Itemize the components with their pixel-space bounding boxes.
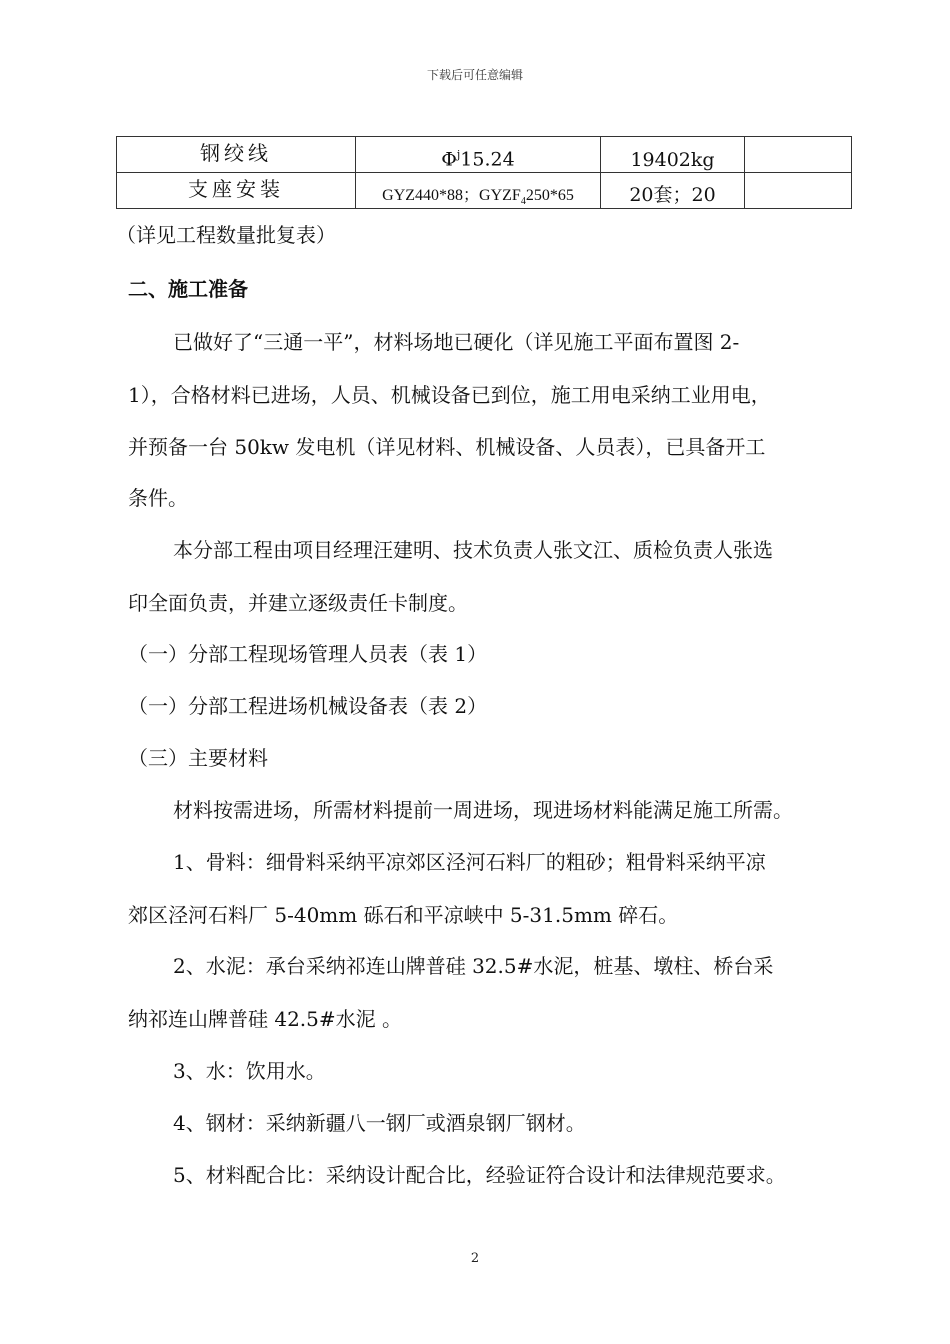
table-cell-spec [356, 137, 601, 173]
table-note: （详见工程数量批复表） [116, 223, 336, 247]
paragraph-line: 材料按需进场，所需材料提前一周进场，现进场材料能满足施工所需。 [173, 798, 793, 822]
paragraph-line: 本分部工程由项目经理汪建明、技术负责人张文江、质检负责人张选 [173, 538, 773, 562]
table-cell-name [117, 137, 356, 173]
paragraph-line: 1），合格材料已进场，人员、机械设备已到位，施工用电采纳工业用电， [128, 383, 771, 407]
paragraph-line: 已做好了“三通一平”，材料场地已硬化（详见施工平面布置图 2- [173, 330, 740, 354]
table-cell-qty [601, 173, 745, 209]
spec-b: 250*65 [525, 186, 574, 204]
subsection-heading: （一）分部工程进场机械设备表（表 2） [128, 694, 488, 718]
list-item-cont: 纳祁连山牌普硅 42.5#水泥 。 [128, 1007, 403, 1031]
list-item: 5、材料配合比：采纳设计配合比，经验证符合设计和法律规范要求。 [173, 1163, 786, 1187]
spec-rest: 15.24 [460, 148, 515, 170]
list-item: 2、水泥：承台采纳祁连山牌普硅 32.5#水泥，桩基、墩柱、桥台采 [173, 954, 774, 978]
page-number: 2 [470, 1251, 480, 1266]
list-item: 4、钢材：采纳新疆八一钢厂或酒泉钢厂钢材。 [173, 1111, 586, 1135]
paragraph-line: 印全面负责，并建立逐级责任卡制度。 [128, 591, 468, 615]
table-row [117, 173, 852, 209]
paragraph-line: 条件。 [128, 486, 188, 510]
spec-a: GYZ440*88；GYZF [382, 186, 521, 204]
cell-text [382, 182, 574, 208]
list-item: 3、水：饮用水。 [173, 1059, 326, 1083]
spec-sup: j [456, 147, 461, 161]
table-cell-note [745, 137, 852, 173]
cell-text: 钢绞线 [200, 141, 272, 165]
cell-text: 20套；20 [629, 184, 716, 206]
cell-text: 支座安装 [188, 177, 284, 201]
table-cell-note [745, 173, 852, 209]
table-cell-name [117, 173, 356, 209]
cell-text: 19402kg [630, 149, 715, 171]
spec-sub: 4 [520, 196, 526, 207]
list-item-cont: 郊区泾河石料厂 5-40mm 砾石和平凉峡中 5-31.5mm 碎石。 [128, 903, 679, 927]
cell-text [441, 148, 514, 172]
spec-base: Φ [441, 148, 457, 170]
page-header: 下载后可任意编辑 [426, 68, 523, 82]
section-title: 二、施工准备 [128, 277, 248, 301]
subsection-heading: （一）分部工程现场管理人员表（表 1） [128, 642, 488, 666]
list-item: 1、骨料：细骨料采纳平凉郊区泾河石料厂的粗砂；粗骨料采纳平凉 [173, 850, 766, 874]
materials-table [116, 136, 852, 209]
table-cell-qty [601, 137, 745, 173]
subsection-heading: （三）主要材料 [128, 746, 268, 770]
paragraph-line: 并预备一台 50kw 发电机（详见材料、机械设备、人员表），已具备开工 [128, 435, 766, 459]
table-cell-spec [356, 173, 601, 209]
table-row [117, 137, 852, 173]
